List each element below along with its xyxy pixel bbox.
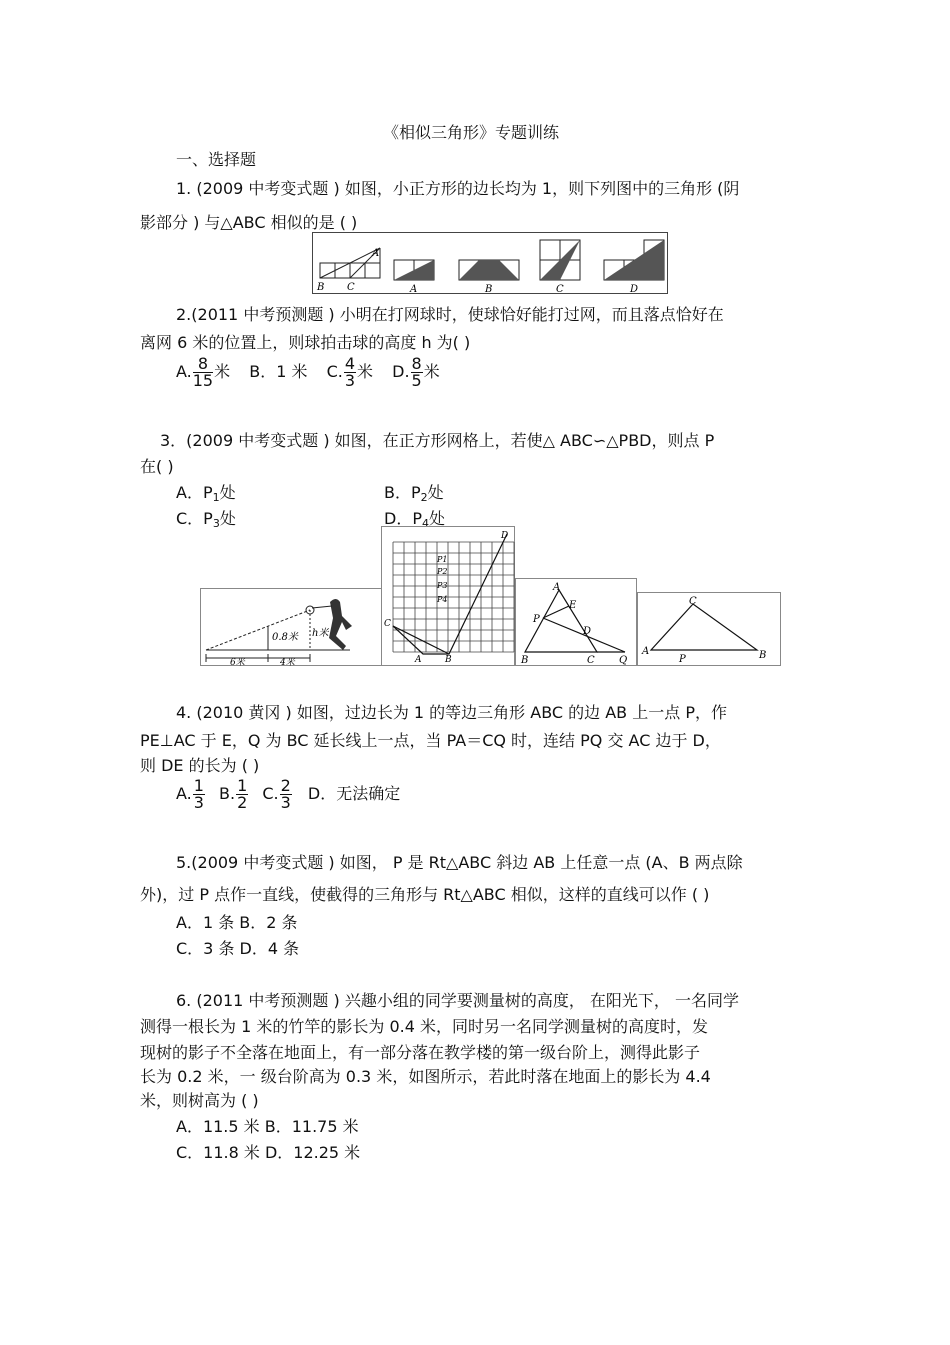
denominator: 3 <box>280 793 291 812</box>
q4-opt-b-fraction <box>236 778 248 811</box>
q2-opt-c-prefix: C. <box>326 362 343 381</box>
q3-opt-d-sub: 4 <box>421 517 429 530</box>
tri-label-b: B <box>521 655 529 666</box>
q2-line1: 2.(2011 中考预测题 ) 小明在打网球时，使球恰好能打过网，而且落点恰好在 <box>176 305 724 324</box>
section-heading: 一、选择题 <box>176 150 257 169</box>
q3-opt-c-tail: 处 <box>219 509 236 528</box>
q3-opt-b <box>384 480 444 504</box>
grid-label-p4: P4 <box>437 595 448 604</box>
page-title: 《相似三角形》专题训练 <box>383 123 560 142</box>
q1-line2: 影部分 ) 与△ABC 相似的是 ( ) <box>140 213 358 232</box>
denominator: 15 <box>192 371 214 390</box>
q1-line1: 1. (2009 中考变式题 ) 如图，小正方形的边长均为 1，则下列图中的三角形 (阴 <box>176 179 740 198</box>
rt-label-a: A <box>642 646 650 657</box>
grid-label-d: D <box>501 531 509 541</box>
q5-options-row1: A．1 条 B．2 条 <box>176 913 298 932</box>
q3-opt-b-tail: 处 <box>427 483 444 502</box>
q2-label-h: h米 <box>312 628 329 639</box>
q3-opt-a-tail: 处 <box>219 483 236 502</box>
q1-label-a: A <box>372 248 380 259</box>
q4-opt-c-fraction <box>280 778 292 811</box>
numerator: 8 <box>411 354 422 373</box>
q5-line2: 外)，过 P 点作一直线，使截得的三角形与 Rt△ABC 相似，这样的直线可以作 ( ) <box>140 885 710 904</box>
grid-label-p2: P2 <box>437 567 448 576</box>
q6-options-row1: A．11.5 米 B．11.75 米 <box>176 1117 359 1136</box>
q2-opt-a-fraction <box>193 356 213 389</box>
player-figure <box>329 599 352 650</box>
grid-label-b: B <box>445 655 452 665</box>
q2-opt-c-fraction <box>344 356 356 389</box>
q3-line1: 3．(2009 中考变式题 ) 如图，在正方形网格上，若使△ ABC∽△PBD，则点 P <box>160 431 715 450</box>
q5-options-row2: C．3 条 D．4 条 <box>176 939 300 958</box>
numerator: 4 <box>344 354 356 373</box>
tri-label-a: A <box>553 582 561 593</box>
q4-opt-b-prefix: B. <box>219 784 236 803</box>
q3-opt-c-sub: 3 <box>212 517 220 530</box>
q2-label-4m: 4米 <box>280 658 295 666</box>
q4-options <box>176 778 400 811</box>
numerator: 1 <box>193 776 204 795</box>
q4-triangle-figure <box>515 578 637 666</box>
q2-opt-c-unit: 米 <box>357 362 374 381</box>
q3-opt-b-text: B．P <box>384 483 421 502</box>
tri-label-c: C <box>587 655 595 666</box>
q3-opt-d-tail: 处 <box>428 509 445 528</box>
q3-opt-a <box>176 480 236 504</box>
q2-opt-a-prefix: A. <box>176 362 192 381</box>
q4-line3: 则 DE 的长为 ( ) <box>140 756 260 775</box>
q2-opt-b: B．1 米 <box>249 362 308 381</box>
denominator: 3 <box>344 371 356 390</box>
tri-label-d: D <box>583 626 592 637</box>
grid-label-c: C <box>384 619 391 629</box>
q5-line1: 5.(2009 中考变式题 ) 如图， P 是 Rt△ABC 斜边 AB 上任意一点 (A、B 两点除 <box>176 853 743 872</box>
q1-label-c: C <box>347 282 355 293</box>
q5-right-triangle-figure <box>637 592 781 666</box>
numerator: 2 <box>280 776 291 795</box>
q3-opt-a-sub: 1 <box>212 491 220 504</box>
q2-opt-d-fraction <box>411 356 423 389</box>
q4-opt-c-prefix: C. <box>262 784 279 803</box>
q3-opt-a-text: A．P <box>176 483 213 502</box>
denominator: 3 <box>193 793 204 812</box>
q4-opt-a-fraction <box>193 778 205 811</box>
q3-opt-d-text: D．P <box>384 509 422 528</box>
q2-opt-d-unit: 米 <box>423 362 440 381</box>
q3-opt-c <box>176 506 236 530</box>
tri-label-e: E <box>569 600 577 611</box>
q3-line2: 在( ) <box>140 457 174 476</box>
q1-opt-d: D <box>630 284 639 294</box>
q2-options <box>176 356 440 389</box>
rt-label-p: P <box>679 654 686 665</box>
tri-label-q: Q <box>619 655 628 666</box>
grid-label-p1: P1 <box>437 555 448 564</box>
q6-line2: 测得一根长为 1 米的竹竿的影长为 0.4 米，同时另一名同学测量树的高度时，发 <box>140 1017 708 1036</box>
q4-opt-a-prefix: A. <box>176 784 192 803</box>
q4-opt-d: D．无法确定 <box>307 784 401 803</box>
q1-figure <box>312 232 668 294</box>
q2-opt-d-prefix: D. <box>392 362 410 381</box>
q1-opt-b: B <box>485 284 493 294</box>
rt-label-b: B <box>759 650 767 661</box>
numerator: 8 <box>193 356 213 373</box>
q2-tennis-figure <box>200 588 382 666</box>
numerator: 1 <box>237 776 248 795</box>
q6-line1: 6. (2011 中考预测题 ) 兴趣小组的同学要测量树的高度， 在阳光下， 一名同学 <box>176 991 739 1010</box>
q4-line2: PE⊥AC 于 E，Q 为 BC 延长线上一点，当 PA＝CQ 时，连结 PQ 交 AC 边于 D， <box>140 731 721 750</box>
q6-options-row2: C．11.8 米 D．12.25 米 <box>176 1143 361 1162</box>
tri-label-p: P <box>533 614 540 625</box>
q6-line5: 米，则树高为 ( ) <box>140 1091 259 1110</box>
q2-label-net: 0.8米 <box>272 632 298 643</box>
q3-opt-b-sub: 2 <box>420 491 428 504</box>
q2-line2: 离网 6 米的位置上，则球拍击球的高度 h 为( ) <box>140 333 471 352</box>
denominator: 2 <box>237 793 248 812</box>
q3-grid-figure <box>381 526 515 666</box>
q2-opt-a-unit: 米 <box>214 362 231 381</box>
denominator: 5 <box>411 371 422 390</box>
q1-label-b: B <box>317 282 325 293</box>
q6-line4: 长为 0.2 米，一 级台阶高为 0.3 米，如图所示，若此时落在地面上的影长为 4.4 <box>140 1067 711 1086</box>
q6-line3: 现树的影子不全落在地面上，有一部分落在教学楼的第一级台阶上，测得此影子 <box>140 1043 701 1062</box>
q2-label-6m: 6米 <box>230 658 245 666</box>
q3-opt-c-text: C．P <box>176 509 213 528</box>
q1-opt-a: A <box>410 284 418 294</box>
rt-label-c: C <box>689 596 697 607</box>
grid-label-a: A <box>415 655 422 665</box>
q1-opt-c: C <box>556 284 564 294</box>
grid-label-p3: P3 <box>437 581 448 590</box>
q4-line1: 4. (2010 黄冈 ) 如图，过边长为 1 的等边三角形 ABC 的边 AB 上一点 P，作 <box>176 703 727 722</box>
